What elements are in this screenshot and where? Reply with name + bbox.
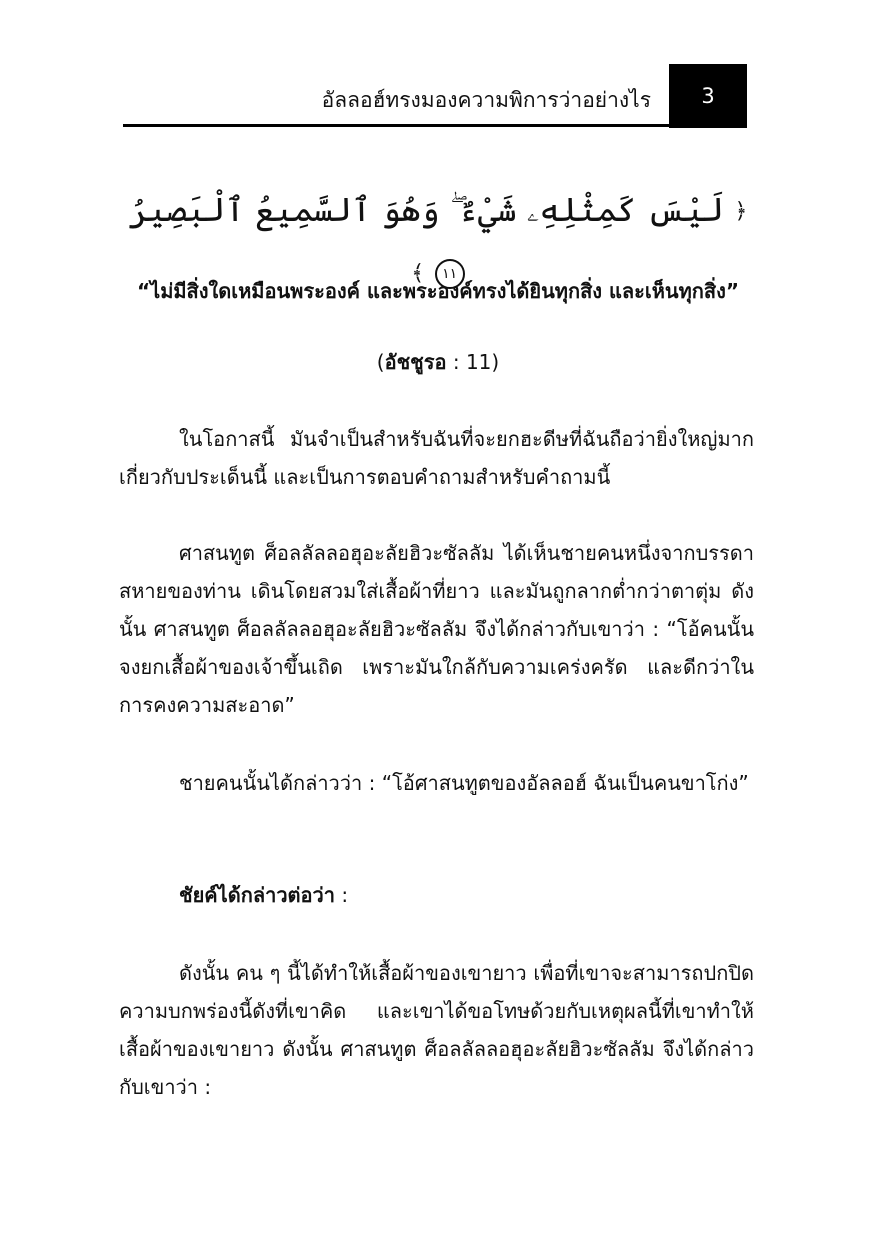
ornament-open: ﴿ <box>734 199 748 224</box>
page-header <box>123 64 747 128</box>
ornament-close: ﴾ <box>411 261 425 286</box>
heading-colon: : <box>335 883 349 907</box>
page-number: 3 <box>669 64 747 128</box>
verse-reference <box>118 346 758 378</box>
ayah-number-marker: ١١ <box>435 259 465 289</box>
paragraph-5: ดังนั้น คน ๆ นี้ได้ทำให้เสื้อผ้าของเขายาว เพื่อที่เขาจะสามารถปกปิดความบกพร่องนี้ดังที่เขาคิด และเขาได้ขอโทษด้วยกับเหตุผลนี้ที่เขาทำให้เสื้อผ้าของเขายาว ดังนั้น ศาสนทูต ศ็อลลัลลอฮุอะลัยฮิวะซัลลัม จึงได้กล่าวกับเขาว่า : <box>119 961 754 1099</box>
sheikh-said-heading: ชัยค์ได้กล่าวต่อว่า <box>179 883 336 907</box>
paragraph-1: ในโอกาสนี้ มันจำเป็นสำหรับฉันที่จะยกฮะดีษที่ฉันถือว่ายิ่งใหญ่มากเกี่ยวกับประเด็นนี้ และเป็นการตอบคำถามสำหรับคำถามนี้ <box>119 427 754 489</box>
reference-verse: : 11) <box>446 350 500 374</box>
verse-translation: “ไม่มีสิ่งใดเหมือนพระองค์ และพระองค์ทรงได้ยินทุกสิ่ง และเห็นทุกสิ่ง” <box>136 279 740 303</box>
paragraph-2: ศาสนทูต ศ็อลลัลลอฮุอะลัยฮิวะซัลลัม ได้เห็นชายคนหนึ่งจากบรรดาสหายของท่าน เดินโดยสวมใส่เสื้อผ้าที่ยาว และมันถูกลากต่ำกว่าตาตุ่ม ดังนั้น ศาสนทูต ศ็อลลัลลอฮุอะลัยฮิวะซัลลัม จึงได้กล่าวกับเขาว่า : “โอ้คนนั้น จงยกเสื้อผ้าของเจ้าขึ้นเถิด เพราะมันใกล้กับความเคร่งครัด และดีกว่าในการคงความสะอาด” <box>119 541 754 717</box>
reference-source: อัชชูรอ <box>384 350 447 374</box>
reference-open: ( <box>376 350 385 374</box>
running-title: อัลลอฮ์ทรงมองความพิการว่าอย่างไร <box>321 88 651 112</box>
paragraph-4 <box>119 876 754 914</box>
header-rule <box>123 124 669 127</box>
arabic-text: لَيْسَ كَمِثْلِهِۦ شَيْءٌ ۖ وَهُوَ ٱلسَّمِيعُ ٱلْبَصِيرُ <box>128 190 724 229</box>
paragraph-3: ชายคนนั้นได้กล่าวว่า : “โอ้ศาสนทูตของอัลลอฮ์ ฉันเป็นคนขาโก่ง” <box>179 771 749 795</box>
